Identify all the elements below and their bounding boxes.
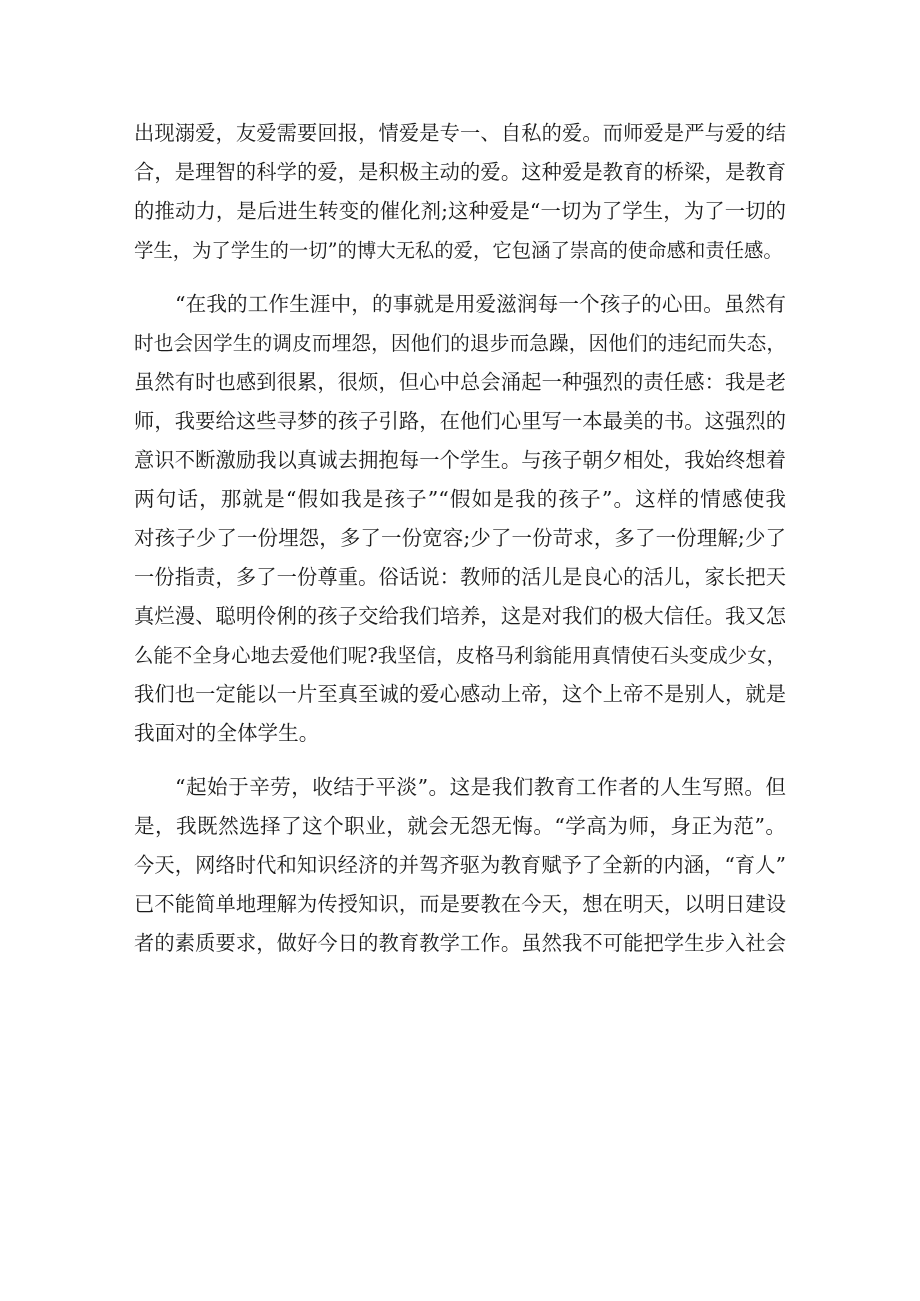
text-line: 两句话，那就是“假如我是孩子”“假如是我的孩子”。这样的情感使我 [134, 487, 786, 511]
paragraph-3 [134, 768, 786, 963]
text-line: 学生，为了学生的一切”的博大无私的爱，它包涵了崇高的使命感和责任感。 [134, 239, 783, 262]
text-line: 对孩子少了一份埋怨，多了一份宽容;少了一份苛求，多了一份理解;少了 [134, 526, 786, 550]
text-line: 出现溺爱，友爱需要回报，情爱是专一、自私的爱。而师爱是严与爱的结 [134, 121, 786, 145]
paragraph-1 [134, 114, 786, 270]
text-line: 已不能简单地理解为传授知识，而是要教在今天，想在明天，以明日建设 [134, 892, 786, 916]
text-line: 师，我要给这些寻梦的孩子引路，在他们心里写一本最美的书。这强烈的 [134, 409, 786, 433]
text-line: 真烂漫、聪明伶俐的孩子交给我们培养，这是对我们的极大信任。我又怎 [134, 604, 786, 628]
text-line: 是，我既然选择了这个职业，就会无怨无悔。“学高为师，身正为范”。 [134, 814, 786, 838]
paragraph-2 [134, 285, 786, 753]
text-line: 意识不断激励我以真诚去拥抱每一个学生。与孩子朝夕相处，我始终想着 [134, 448, 786, 472]
text-line: 时也会因学生的调皮而埋怨，因他们的退步而急躁，因他们的违纪而失态， [134, 332, 786, 355]
text-line: 我们也一定能以一片至真至诚的爱心感动上帝，这个上帝不是别人，就是 [134, 682, 786, 706]
text-line: 我面对的全体学生。 [134, 721, 320, 745]
text-line: 者的素质要求，做好今日的教育教学工作。虽然我不可能把学生步入社会 [134, 931, 786, 955]
text-line: 合，是理智的科学的爱，是积极主动的爱。这种爱是教育的桥梁，是教育 [134, 160, 786, 184]
paragraph-gap [134, 270, 786, 285]
text-line: 今天，网络时代和知识经济的并驾齐驱为教育赋予了全新的内涵，“育人” [134, 853, 786, 877]
paragraph-gap [134, 753, 786, 768]
text-line: 的推动力，是后进生转变的催化剂;这种爱是“一切为了学生，为了一切的 [134, 199, 786, 223]
text-line: 么能不全身心地去爱他们呢?我坚信，皮格马利翁能用真情使石头变成少女， [134, 644, 786, 667]
document-body [134, 114, 786, 963]
text-line: “在我的工作生涯中，的事就是用爱滋润每一个孩子的心田。虽然有 [175, 292, 786, 316]
text-line: 一份指责，多了一份尊重。俗话说：教师的活儿是良心的活儿，家长把天 [134, 565, 786, 589]
text-line: “起始于辛劳，收结于平淡”。这是我们教育工作者的人生写照。但 [175, 775, 786, 799]
text-line: 虽然有时也感到很累，很烦，但心中总会涌起一种强烈的责任感：我是老 [134, 370, 786, 394]
